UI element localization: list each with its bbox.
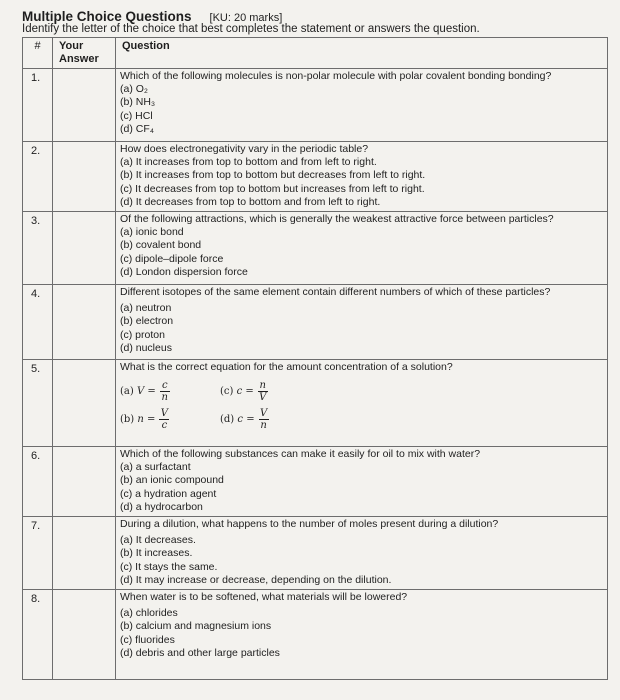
formula-lhs: n bbox=[137, 413, 144, 425]
formula-fraction bbox=[159, 408, 169, 431]
option-a: (a) V = $\frac{c}{n}$ bbox=[120, 379, 168, 403]
option-label: (c) bbox=[220, 385, 234, 397]
table-header-row bbox=[23, 38, 608, 69]
question-cell bbox=[116, 517, 608, 590]
option-b: (b) an ionic compound bbox=[120, 474, 224, 487]
option-label: (b) bbox=[120, 413, 135, 425]
question-number: 1. bbox=[23, 69, 53, 142]
option-b: (b) calcium and magnesium ions bbox=[120, 620, 272, 633]
table-row bbox=[23, 69, 608, 142]
option-d: (d) London dispersion force bbox=[120, 265, 248, 278]
question-number: 3. bbox=[23, 212, 53, 285]
marks-label: [KU: 20 marks] bbox=[209, 12, 283, 24]
option-b: (b) It increases. bbox=[120, 547, 193, 560]
col-header-answer bbox=[53, 38, 116, 69]
question-cell bbox=[116, 447, 608, 517]
numerator: c bbox=[161, 379, 168, 391]
question-number: 4. bbox=[23, 285, 53, 360]
denominator: n bbox=[260, 419, 267, 431]
question-cell bbox=[116, 69, 608, 142]
option-label: (d) bbox=[220, 413, 235, 425]
option-a: (a) It increases from top to bottom and from left to right. bbox=[120, 156, 377, 169]
option-b: (b) covalent bond bbox=[120, 239, 202, 252]
question-text: What is the correct equation for the amount concentration of a solution? bbox=[120, 361, 453, 374]
option-label: (a) bbox=[120, 385, 134, 397]
answer-cell[interactable] bbox=[53, 590, 116, 680]
option-b: (b) It increases from top to bottom but decreases from left to right. bbox=[120, 169, 426, 182]
option-d: (d) nucleus bbox=[120, 341, 172, 354]
col-header-num: # bbox=[23, 38, 53, 69]
question-cell bbox=[116, 360, 608, 447]
denominator: V bbox=[259, 391, 267, 403]
table-row bbox=[23, 590, 608, 680]
option-c: (c) It stays the same. bbox=[120, 560, 218, 573]
col-header-answer-line2: Answer bbox=[59, 53, 99, 65]
page-title: Multiple Choice Questions bbox=[22, 9, 192, 24]
answer-cell[interactable] bbox=[53, 285, 116, 360]
question-number: 5. bbox=[23, 360, 53, 447]
formula-lhs: V bbox=[136, 385, 145, 397]
formula-row bbox=[120, 378, 607, 404]
instructions: Identify the letter of the choice that best completes the statement or answers the question. bbox=[22, 23, 480, 35]
answer-cell[interactable] bbox=[53, 142, 116, 212]
col-header-question: Question bbox=[116, 38, 608, 69]
formula-lhs: c bbox=[237, 413, 244, 425]
option-a: (a) O₂ bbox=[120, 83, 148, 96]
table-row bbox=[23, 285, 608, 360]
question-cell bbox=[116, 142, 608, 212]
option-d: (d) debris and other large particles bbox=[120, 646, 280, 659]
formula-fraction bbox=[259, 408, 269, 431]
numerator: V bbox=[160, 407, 169, 419]
col-header-answer-line1: Your bbox=[59, 40, 84, 52]
option-d: (d) a hydrocarbon bbox=[120, 500, 203, 513]
option-d: (d) It may increase or decrease, depending on the dilution. bbox=[120, 573, 392, 586]
option-a: (a) ionic bond bbox=[120, 226, 184, 239]
answer-cell[interactable] bbox=[53, 517, 116, 590]
question-number: 8. bbox=[23, 590, 53, 680]
question-number: 7. bbox=[23, 517, 53, 590]
question-text: Of the following attractions, which is generally the weakest attractive force between particles? bbox=[120, 213, 554, 226]
option-a: (a) chlorides bbox=[120, 607, 178, 620]
table-row bbox=[23, 142, 608, 212]
question-cell bbox=[116, 590, 608, 680]
answer-cell[interactable] bbox=[53, 360, 116, 447]
denominator: n bbox=[161, 391, 168, 403]
question-number: 6. bbox=[23, 447, 53, 517]
question-cell bbox=[116, 212, 608, 285]
table-row bbox=[23, 447, 608, 517]
question-text: When water is to be softened, what materials will be lowered? bbox=[120, 591, 408, 604]
question-text: Which of the following molecules is non-polar molecule with polar covalent bonding bonding? bbox=[120, 70, 552, 82]
option-b: (b) NH₃ bbox=[120, 96, 156, 109]
option-c: (c) c = $\frac{n}{V}$ bbox=[220, 379, 267, 403]
formula-fraction bbox=[258, 380, 268, 403]
option-d: (d) CF₄ bbox=[120, 122, 155, 135]
question-text: Which of the following substances can make it easily for oil to mix with water? bbox=[120, 448, 481, 461]
option-b: (b) n = $\frac{V}{c}$ bbox=[120, 407, 169, 431]
numerator: V bbox=[259, 407, 268, 419]
option-c: (c) dipole–dipole force bbox=[120, 252, 224, 265]
formula-row bbox=[120, 406, 607, 432]
question-number: 2. bbox=[23, 142, 53, 212]
formula-lhs: c bbox=[236, 385, 243, 397]
question-cell bbox=[116, 285, 608, 360]
question-table bbox=[22, 37, 608, 680]
option-d: (d) It decreases from top to bottom and from left to right. bbox=[120, 195, 381, 208]
option-c: (c) It decreases from top to bottom but increases from left to right. bbox=[120, 182, 425, 195]
table-row bbox=[23, 360, 608, 447]
denominator: c bbox=[161, 419, 168, 431]
formula-fraction bbox=[160, 380, 170, 403]
question-text: Different isotopes of the same element contain different numbers of which of these particles? bbox=[120, 286, 551, 299]
option-a: (a) a surfactant bbox=[120, 461, 191, 474]
table-row bbox=[23, 212, 608, 285]
answer-cell[interactable] bbox=[53, 69, 116, 142]
numerator: n bbox=[259, 379, 266, 391]
answer-cell[interactable] bbox=[53, 212, 116, 285]
option-d: (d) c = $\frac{V}{n}$ bbox=[220, 407, 268, 431]
option-a: (a) It decreases. bbox=[120, 534, 196, 547]
option-b: (b) electron bbox=[120, 315, 174, 328]
option-c: (c) fluorides bbox=[120, 633, 175, 646]
question-text: During a dilution, what happens to the number of moles present during a dilution? bbox=[120, 518, 499, 531]
answer-cell[interactable] bbox=[53, 447, 116, 517]
table-row bbox=[23, 517, 608, 590]
option-a: (a) neutron bbox=[120, 302, 172, 315]
question-text: How does electronegativity vary in the periodic table? bbox=[120, 143, 369, 155]
option-c: (c) a hydration agent bbox=[120, 487, 217, 500]
option-c: (c) HCl bbox=[120, 109, 153, 122]
option-c: (c) proton bbox=[120, 328, 165, 341]
